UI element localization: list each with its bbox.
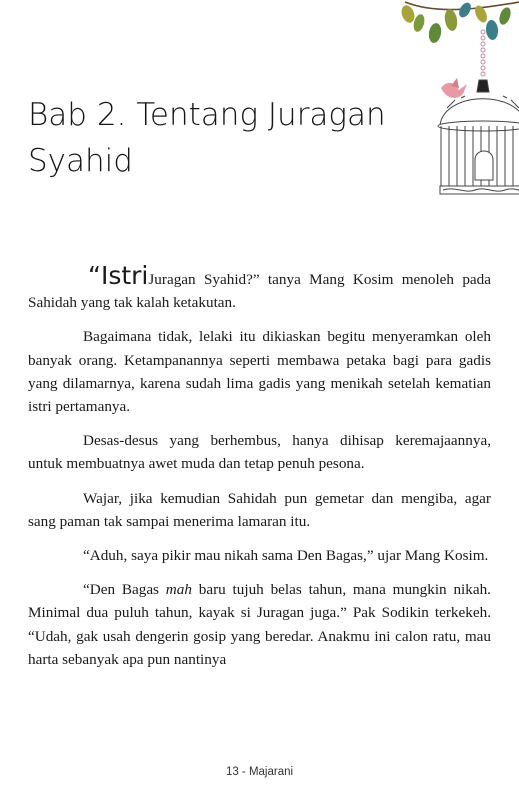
chain-icon — [481, 30, 485, 76]
paragraph-6-italic: mah — [165, 581, 192, 599]
chapter-title — [28, 92, 428, 184]
chapter-title-line1: Bab 2. Tentang Juragan — [28, 97, 386, 133]
paragraph-3: Desas-desus yang berhembus, hanya dihisap keremajaannya, untuk membuatnya awet muda dan tetap penuh pesona. — [28, 432, 491, 473]
chapter-body — [28, 261, 491, 682]
paragraph-5: “Aduh, saya pikir mau nikah sama Den Bagas,” ujar Mang Kosim. — [83, 547, 489, 565]
paragraph-1 — [28, 261, 491, 314]
paragraph-6 — [28, 578, 491, 671]
paragraph-1-text: Juragan Syahid?” tanya Mang Kosim menoleh pada Sahidah yang tak kalah ketakutan. — [28, 271, 491, 312]
paragraph-6-start: “Den Bagas — [83, 581, 166, 599]
paragraph-6-end: baru tujuh belas tahun, mana mungkin nikah. Minimal dua puluh tahun, kayak si Juragan juga.” Pak Sodikin terkekeh. “Udah, gak usah dengerin gosip yang beredar. Anakmu ini calon ratu, mau harta sebanyak apa pun nantinya — [28, 581, 491, 668]
paragraph-2: Bagaimana tidak, lelaki itu dikiaskan begitu menyeramkan oleh banyak orang. Ketampanannya seperti membawa petaka bagi para gadis yang dilamarnya, karena sudah lima gadis yang menikah setelah kematian istri pertamanya. — [28, 328, 491, 416]
chapter-title-line2: Syahid — [28, 143, 133, 179]
leafy-branch-icon — [399, 1, 519, 44]
bird-icon — [441, 78, 467, 98]
dropcap-word: “Istri — [88, 261, 149, 290]
paragraph-4: Wajar, jika kemudian Sahidah pun gemetar dan mengiba, agar sang paman tak sampai menerima lamaran itu. — [28, 489, 491, 530]
page-footer: 13 - Majarani — [225, 766, 294, 778]
